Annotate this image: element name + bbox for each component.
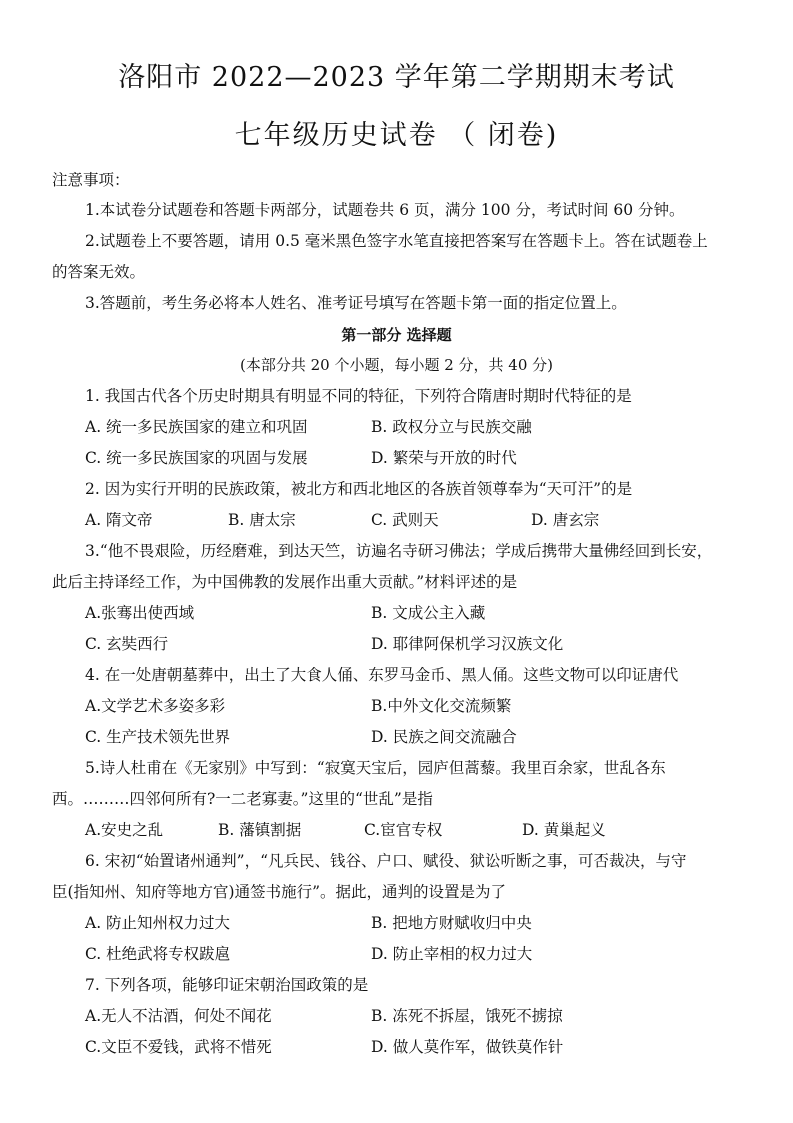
option-d: D. 耶律阿保机学习汉族文化 [371,635,564,653]
option-a: A.张骞出使西域 [85,604,195,622]
notice-item: 1.本试卷分试题卷和答题卡两部分，试题卷共 6 页，满分 100 分，考试时间 60 分钟。 [85,201,685,219]
question-stem: 1. 我国古代各个历史时期具有明显不同的特征，下列符合隋唐时期时代特征的是 [85,387,632,405]
option-b: B. 政权分立与民族交融 [371,418,532,436]
exam-subtitle: 七年级历史试卷 （ 闭卷) [234,120,559,151]
option-b: B.中外文化交流频繁 [371,697,512,715]
option-c: C. 统一多民族国家的巩固与发展 [85,449,308,467]
section-note: (本部分共 20 个小题，每小题 2 分，共 40 分) [239,356,554,374]
notice-heading: 注意事项： [52,171,130,189]
section-title: 第一部分 选择题 [341,326,452,344]
notice-item: 2.试题卷上不要答题，请用 0.5 毫米黑色签字水笔直接把答案写在答题卡上。答在试题卷上 [85,232,708,250]
option-a: A. 防止知州权力过大 [85,914,231,932]
option-c: C.文臣不爱钱，武将不惜死 [85,1038,272,1056]
option-c: C. 玄奘西行 [85,635,169,653]
option-d: D. 繁荣与开放的时代 [371,449,517,467]
option-d: D. 做人莫作军，做铁莫作针 [371,1038,564,1056]
option-b: B. 藩镇割据 [218,821,302,839]
option-a: A. 隋文帝 [85,511,153,529]
option-b: B. 文成公主入藏 [371,604,486,622]
option-a: A.无人不沽酒，何处不闻花 [85,1007,272,1025]
option-a: A.安史之乱 [85,821,164,839]
option-a: A. 统一多民族国家的建立和巩固 [85,418,308,436]
question-stem: 4. 在一处唐朝墓葬中，出土了大食人俑、东罗马金币、黑人俑。这些文物可以印证唐代 [85,666,679,684]
question-stem-cont: 臣(指知州、知府等地方官)通签书施行”。据此，通判的设置是为了 [52,883,507,901]
notice-item: 3.答题前，考生务必将本人姓名、准考证号填写在答题卡第一面的指定位置上。 [85,294,627,312]
option-c: C. 武则天 [371,511,439,529]
option-a: A.文学艺术多姿多彩 [85,697,226,715]
notice-item: 的答案无效。 [52,263,146,281]
option-c: C. 生产技术领先世界 [85,728,231,746]
option-c: C.宦官专权 [364,821,443,839]
question-stem-cont: 西。………四邻何所有?一二老寡妻。”这里的“世乱”是指 [52,790,433,808]
option-d: D. 黄巢起义 [522,821,606,839]
option-c: C. 杜绝武将专权跋扈 [85,945,231,963]
option-d: D. 民族之间交流融合 [371,728,517,746]
option-d: D. 唐玄宗 [531,511,600,529]
option-b: B. 把地方财赋收归中央 [371,914,532,932]
question-stem: 2. 因为实行开明的民族政策，被北方和西北地区的各族首领尊奉为“天可汗”的是 [85,480,633,498]
option-d: D. 防止宰相的权力过大 [371,945,533,963]
question-stem: 3.“他不畏艰险，历经磨难，到达天竺，访遍名寺研习佛法；学成后携带大量佛经回到长安， [85,542,713,560]
option-b: B. 冻死不拆屋，饿死不掳掠 [371,1007,563,1025]
exam-title: 洛阳市 2022—2023 学年第二学期期末考试 [118,62,675,93]
question-stem-cont: 此后主持译经工作，为中国佛教的发展作出重大贡献。”材料评述的是 [52,573,518,591]
question-stem: 7. 下列各项，能够印证宋朝治国政策的是 [85,976,369,994]
option-b: B. 唐太宗 [228,511,296,529]
question-stem: 5.诗人杜甫在《无家别》中写到：“寂寞天宝后，园庐但蒿藜。我里百余家，世乱各东 [85,759,666,777]
question-stem: 6. 宋初“始置诸州通判”，“凡兵民、钱谷、户口、赋役、狱讼听断之事，可否裁决，与守 [85,852,687,870]
